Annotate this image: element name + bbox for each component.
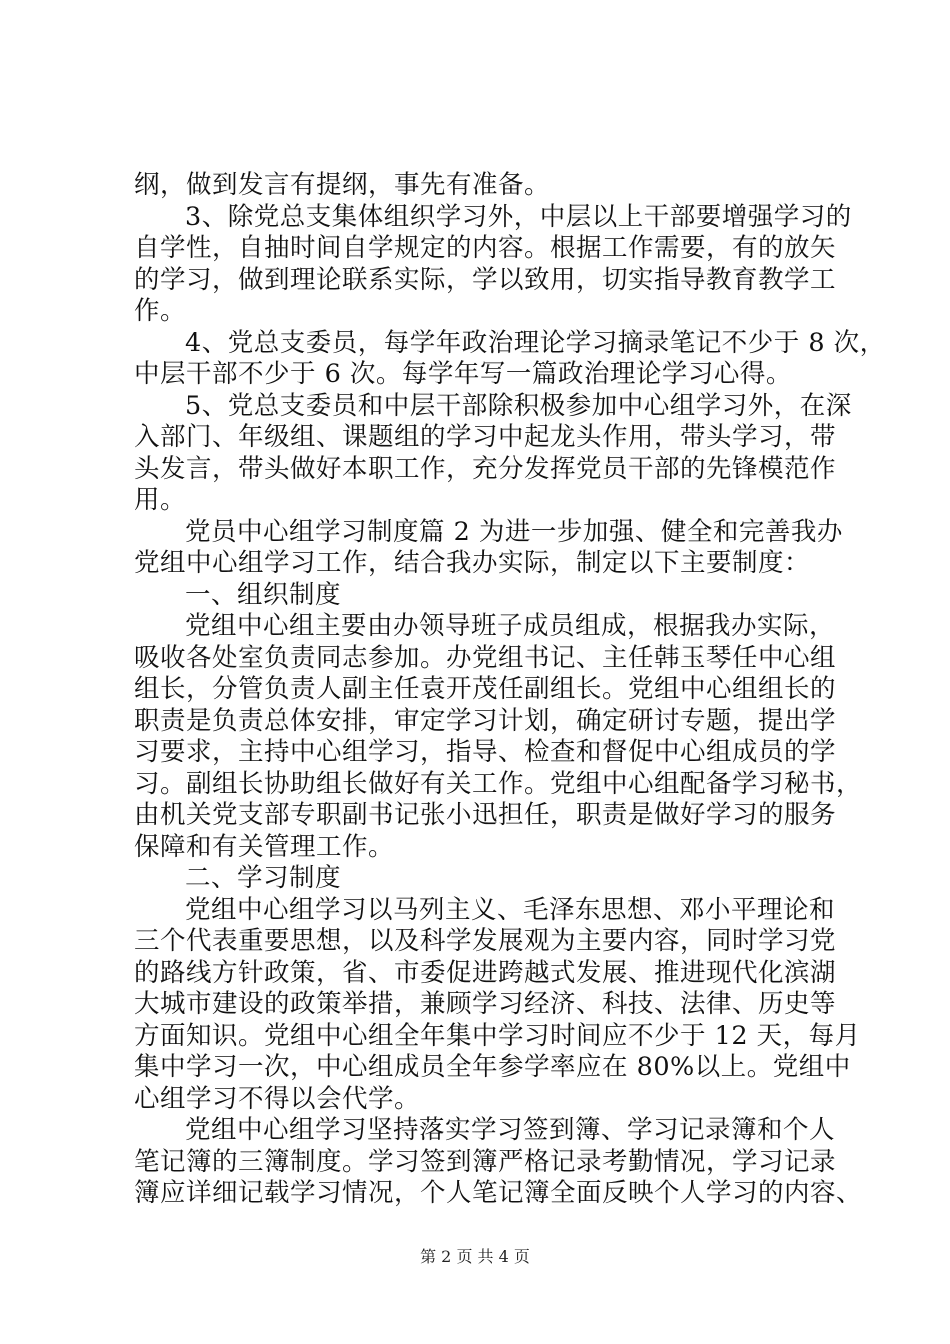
text-line: 头发言，带头做好本职工作，充分发挥党员干部的先锋模范作 <box>134 453 837 484</box>
text-line: 大城市建设的政策举措，兼顾学习经济、科技、法律、历史等 <box>134 989 837 1019</box>
text-line: 党组中心组学习坚持落实学习签到簿、学习记录簿和个人 <box>185 1115 836 1145</box>
text-line: 党组中心组学习工作，结合我办实际，制定以下主要制度： <box>134 548 811 578</box>
text-line: 党组中心组学习以马列主义、毛泽东思想、邓小平理论和 <box>185 894 836 925</box>
text-line: 自学性，自抽时间自学规定的内容。根据工作需要，有的放矢 <box>134 233 837 263</box>
section-heading: 一、组织制度 <box>185 579 342 610</box>
text-line: 方面知识。党组中心组全年集中学习时间应不少于 12 天，每月 <box>134 1020 861 1051</box>
text-line: 中层干部不少于 6 次。每学年写一篇政治理论学习心得。 <box>134 359 792 389</box>
text-line: 5、党总支委员和中层干部除积极参加中心组学习外，在深 <box>185 390 852 421</box>
text-line: 由机关党支部专职副书记张小迅担任，职责是做好学习的服务 <box>134 800 837 830</box>
text-line: 习要求，主持中心组学习，指导、检查和督促中心组成员的学 <box>134 737 837 767</box>
document-body <box>134 170 886 1210</box>
text-line: 3、除党总支集体组织学习外，中层以上干部要增强学习的 <box>185 201 852 232</box>
text-line: 入部门、年级组、课题组的学习中起龙头作用，带头学习，带 <box>134 422 837 452</box>
text-line: 三个代表重要思想，以及科学发展观为主要内容，同时学习党 <box>134 926 837 956</box>
text-line: 组长，分管负责人副主任袁开茂任副组长。党组中心组组长的 <box>134 674 837 704</box>
text-line: 吸收各处室负责同志参加。办党组书记、主任韩玉琴任中心组 <box>134 642 837 673</box>
text-line: 用。 <box>134 485 187 515</box>
section-heading: 二、学习制度 <box>185 863 342 893</box>
text-line: 保障和有关管理工作。 <box>134 831 395 862</box>
text-line: 习。副组长协助组长做好有关工作。党组中心组配备学习秘书， <box>134 768 863 799</box>
text-line: 纲，做到发言有提纲，事先有准备。 <box>134 170 551 200</box>
text-line: 的学习，做到理论联系实际，学以致用，切实指导教育教学工 <box>134 264 837 295</box>
page-number-footer: 第 2 页 共 4 页 <box>420 1247 530 1266</box>
text-line: 4、党总支委员，每学年政治理论学习摘录笔记不少于 8 次， <box>185 327 886 358</box>
text-line: 党员中心组学习制度篇 2 为进一步加强、健全和完善我办 <box>185 516 843 547</box>
text-line: 簿应详细记载学习情况，个人笔记簿全面反映个人学习的内容、 <box>134 1178 863 1208</box>
text-line: 笔记簿的三簿制度。学习签到簿严格记录考勤情况，学习记录 <box>134 1146 837 1177</box>
text-line: 作。 <box>134 296 187 326</box>
text-line: 集中学习一次，中心组成员全年参学率应在 80%以上。党组中 <box>134 1052 851 1082</box>
text-line: 职责是负责总体安排，审定学习计划，确定研讨专题，提出学 <box>134 705 837 736</box>
text-line: 心组学习不得以会代学。 <box>134 1083 421 1114</box>
text-line: 党组中心组主要由办领导班子成员组成，根据我办实际， <box>185 611 836 641</box>
text-line: 的路线方针政策，省、市委促进跨越式发展、推进现代化滨湖 <box>134 957 837 988</box>
